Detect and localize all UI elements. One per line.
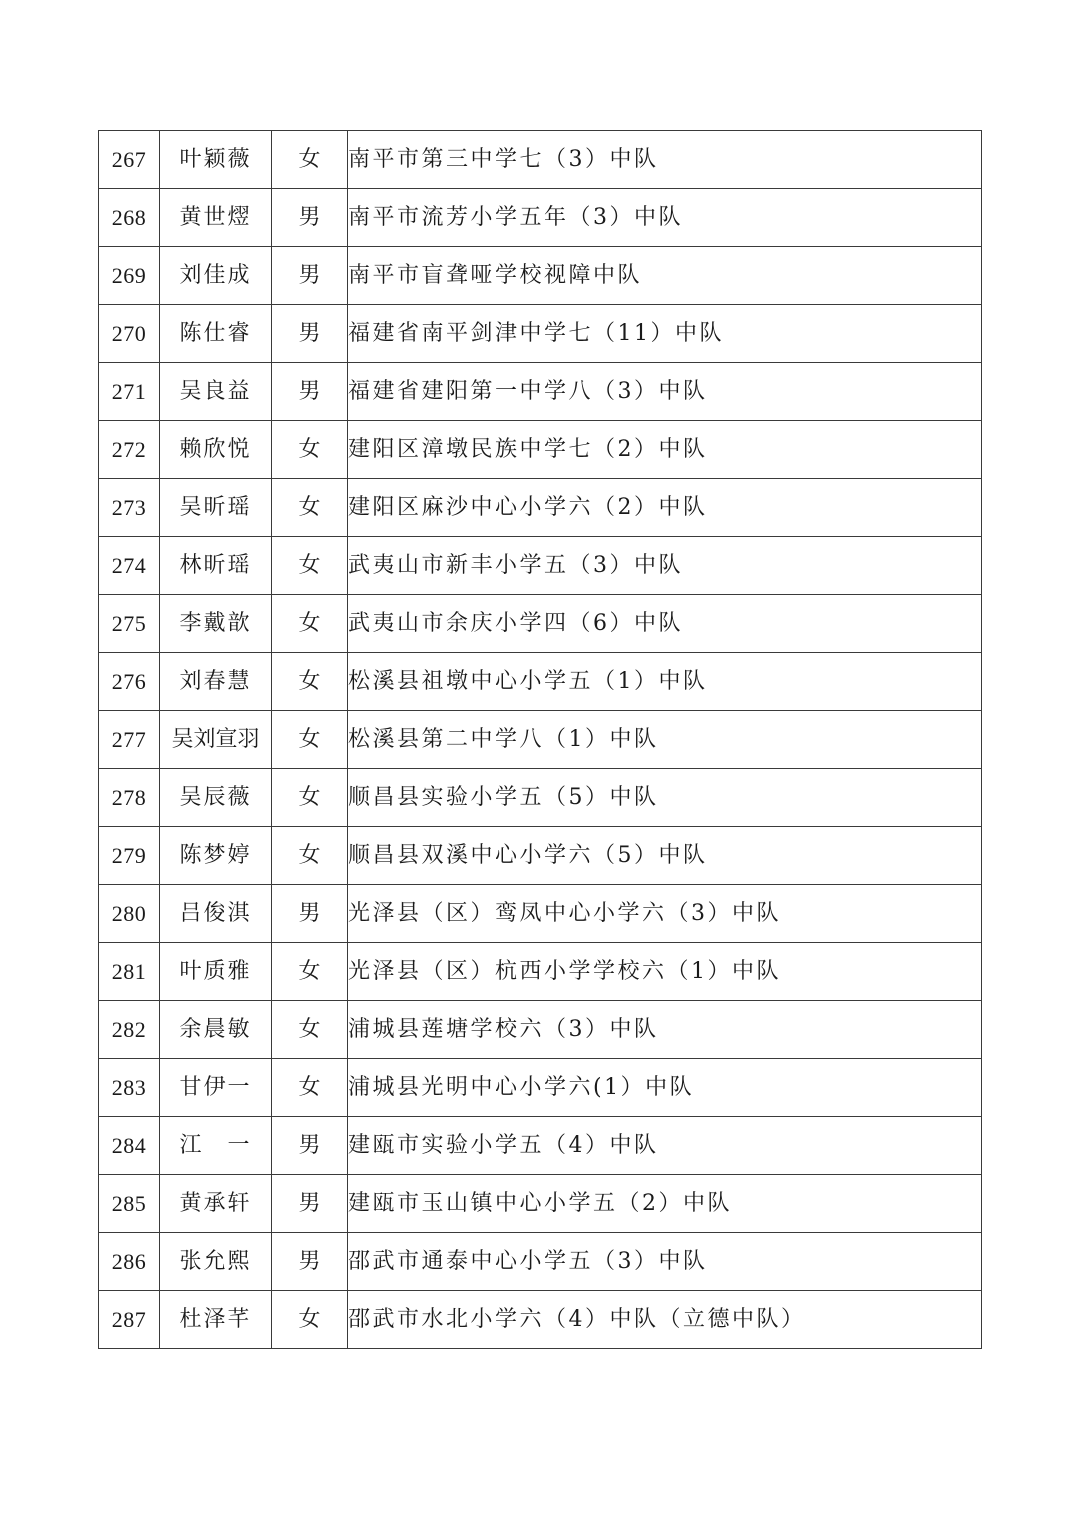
honor-roster-table [98, 130, 982, 1349]
table-row [99, 421, 982, 479]
row-number: 283 [99, 1059, 160, 1117]
table-row [99, 363, 982, 421]
student-name: 吴辰薇 [160, 769, 272, 827]
student-name: 李戴歆 [160, 595, 272, 653]
table-row [99, 1059, 982, 1117]
row-number: 276 [99, 653, 160, 711]
student-gender: 男 [272, 363, 348, 421]
table-row [99, 247, 982, 305]
student-name: 叶颖薇 [160, 131, 272, 189]
student-name: 叶质雅 [160, 943, 272, 1001]
table-row [99, 479, 982, 537]
table-row [99, 1233, 982, 1291]
student-gender: 女 [272, 943, 348, 1001]
student-gender: 女 [272, 827, 348, 885]
row-number: 286 [99, 1233, 160, 1291]
row-number: 287 [99, 1291, 160, 1349]
student-gender: 男 [272, 305, 348, 363]
student-name: 赖欣悦 [160, 421, 272, 479]
student-unit: 松溪县祖墩中心小学五（1）中队 [348, 653, 982, 711]
table-row [99, 1001, 982, 1059]
row-number: 280 [99, 885, 160, 943]
table-row [99, 595, 982, 653]
student-unit: 福建省南平剑津中学七（11）中队 [348, 305, 982, 363]
table-row [99, 943, 982, 1001]
table-row [99, 885, 982, 943]
table-row [99, 305, 982, 363]
row-number: 278 [99, 769, 160, 827]
student-unit: 浦城县光明中心小学六(1）中队 [348, 1059, 982, 1117]
student-unit: 邵武市通泰中心小学五（3）中队 [348, 1233, 982, 1291]
student-unit: 建瓯市玉山镇中心小学五（2）中队 [348, 1175, 982, 1233]
row-number: 285 [99, 1175, 160, 1233]
student-gender: 女 [272, 595, 348, 653]
student-name: 吕俊淇 [160, 885, 272, 943]
student-unit: 顺昌县实验小学五（5）中队 [348, 769, 982, 827]
student-unit: 建瓯市实验小学五（4）中队 [348, 1117, 982, 1175]
table-row [99, 131, 982, 189]
student-name: 吴昕瑶 [160, 479, 272, 537]
student-name: 陈仕睿 [160, 305, 272, 363]
student-gender: 男 [272, 1175, 348, 1233]
student-name: 江 一 [160, 1117, 272, 1175]
student-unit: 建阳区漳墩民族中学七（2）中队 [348, 421, 982, 479]
student-gender: 女 [272, 711, 348, 769]
row-number: 267 [99, 131, 160, 189]
table-row [99, 711, 982, 769]
row-number: 275 [99, 595, 160, 653]
row-number: 273 [99, 479, 160, 537]
student-gender: 女 [272, 1001, 348, 1059]
student-unit: 武夷山市余庆小学四（6）中队 [348, 595, 982, 653]
student-unit: 南平市第三中学七（3）中队 [348, 131, 982, 189]
row-number: 270 [99, 305, 160, 363]
student-name: 刘春慧 [160, 653, 272, 711]
row-number: 274 [99, 537, 160, 595]
student-name: 余晨敏 [160, 1001, 272, 1059]
student-name: 张允熙 [160, 1233, 272, 1291]
row-number: 281 [99, 943, 160, 1001]
student-gender: 女 [272, 537, 348, 595]
table-row [99, 653, 982, 711]
student-unit: 光泽县（区）杭西小学学校六（1）中队 [348, 943, 982, 1001]
table-row [99, 1117, 982, 1175]
student-unit: 福建省建阳第一中学八（3）中队 [348, 363, 982, 421]
student-gender: 男 [272, 189, 348, 247]
row-number: 272 [99, 421, 160, 479]
student-unit: 武夷山市新丰小学五（3）中队 [348, 537, 982, 595]
student-gender: 男 [272, 1117, 348, 1175]
row-number: 279 [99, 827, 160, 885]
student-gender: 男 [272, 247, 348, 305]
student-gender: 女 [272, 131, 348, 189]
student-name: 陈梦婷 [160, 827, 272, 885]
table-row [99, 537, 982, 595]
table-row [99, 189, 982, 247]
student-unit: 南平市流芳小学五年（3）中队 [348, 189, 982, 247]
student-unit: 邵武市水北小学六（4）中队（立德中队） [348, 1291, 982, 1349]
student-gender: 女 [272, 421, 348, 479]
student-name: 黄承轩 [160, 1175, 272, 1233]
table-body [99, 131, 982, 1349]
student-unit: 顺昌县双溪中心小学六（5）中队 [348, 827, 982, 885]
student-name: 吴刘宣羽 [160, 711, 272, 769]
row-number: 277 [99, 711, 160, 769]
student-unit: 松溪县第二中学八（1）中队 [348, 711, 982, 769]
row-number: 284 [99, 1117, 160, 1175]
student-name: 吴良益 [160, 363, 272, 421]
student-unit: 浦城县莲塘学校六（3）中队 [348, 1001, 982, 1059]
table-row [99, 1291, 982, 1349]
table-row [99, 827, 982, 885]
student-unit: 光泽县（区）鸾凤中心小学六（3）中队 [348, 885, 982, 943]
student-gender: 女 [272, 1291, 348, 1349]
student-gender: 女 [272, 1059, 348, 1117]
table-row [99, 769, 982, 827]
row-number: 282 [99, 1001, 160, 1059]
student-name: 刘佳成 [160, 247, 272, 305]
row-number: 271 [99, 363, 160, 421]
student-gender: 男 [272, 1233, 348, 1291]
student-gender: 男 [272, 885, 348, 943]
row-number: 268 [99, 189, 160, 247]
table-row [99, 1175, 982, 1233]
student-name: 杜泽芊 [160, 1291, 272, 1349]
student-name: 甘伊一 [160, 1059, 272, 1117]
student-name: 黄世熤 [160, 189, 272, 247]
row-number: 269 [99, 247, 160, 305]
student-name: 林昕瑶 [160, 537, 272, 595]
student-gender: 女 [272, 653, 348, 711]
student-unit: 建阳区麻沙中心小学六（2）中队 [348, 479, 982, 537]
student-gender: 女 [272, 479, 348, 537]
student-unit: 南平市盲聋哑学校视障中队 [348, 247, 982, 305]
student-gender: 女 [272, 769, 348, 827]
